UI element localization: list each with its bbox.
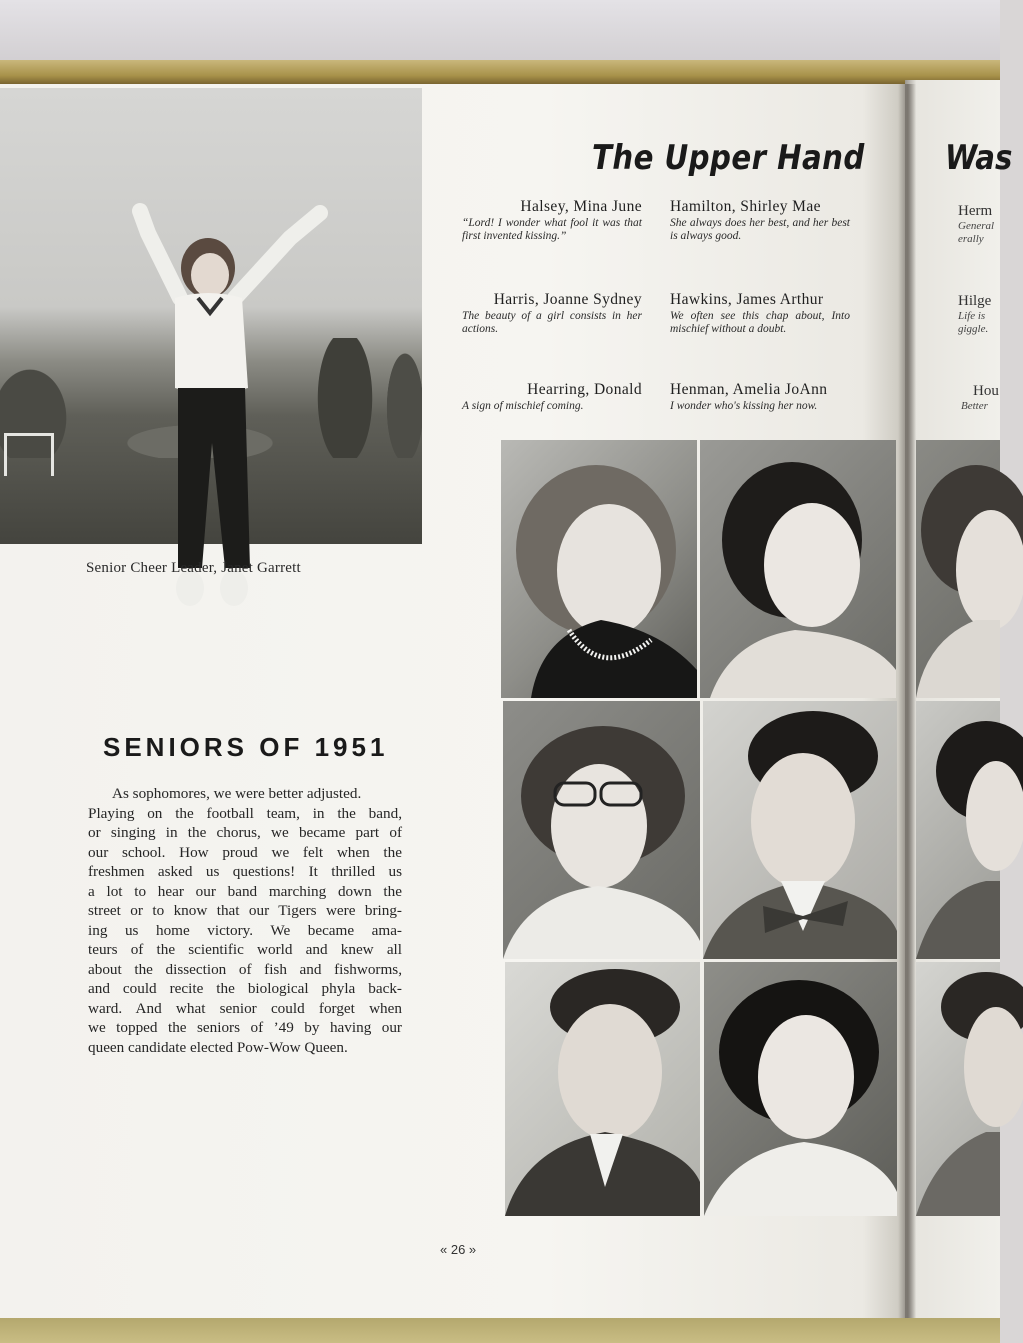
- body-line: about the dissection of fish and fishworms,: [88, 960, 402, 978]
- next-page-quote: General: [958, 220, 995, 232]
- body-line: As sophomores, we were better adjusted.: [112, 785, 362, 802]
- senior-name: Halsey, Mina June: [520, 198, 642, 215]
- senior-entry: [670, 198, 850, 243]
- senior-portrait: [703, 701, 897, 959]
- photo-goalpost: [4, 433, 54, 476]
- page-number: « 26 »: [440, 1242, 477, 1257]
- senior-quote: “Lord! I wonder what fool it was that first invented kissing.”: [462, 217, 642, 242]
- next-page-entry: [961, 383, 1023, 413]
- cheer-leader-photo: [0, 88, 422, 544]
- body-line: and could recite the biological phyla back-: [88, 980, 402, 997]
- book-cover-edge: [0, 60, 1000, 86]
- senior-portrait: [503, 701, 700, 959]
- senior-quote: I wonder who's kissing her now.: [670, 400, 818, 412]
- section-body: [88, 784, 402, 1057]
- senior-name: Harris, Joanne Sydney: [493, 291, 642, 308]
- body-line: Playing on the football team, in the band,: [88, 804, 402, 822]
- body-line: street or to know that our Tigers were bring-: [88, 902, 402, 919]
- next-page-portrait: [916, 440, 1000, 698]
- senior-quote: The beauty of a girl consists in her actions.: [462, 310, 642, 335]
- body-line: queen candidate elected Pow-Wow Queen.: [88, 1038, 348, 1056]
- senior-name: Hearring, Donald: [527, 381, 642, 398]
- page-title: The Upper Hand: [592, 138, 865, 178]
- next-page-name: Hou: [973, 383, 999, 399]
- body-line: a lot to hear our band marching down the: [88, 882, 402, 900]
- senior-name: Hamilton, Shirley Mae: [670, 198, 821, 215]
- senior-entry: [462, 198, 642, 243]
- senior-entry: [462, 291, 642, 336]
- senior-quote: She always does her best, and her best is always good.: [670, 217, 850, 242]
- section-heading: SENIORS OF 1951: [103, 732, 389, 762]
- senior-portrait: [501, 440, 697, 698]
- senior-quote: A sign of mischief coming.: [462, 400, 584, 412]
- next-page-quote: Better: [961, 400, 988, 412]
- body-line: our school. How proud we felt when the: [88, 843, 402, 861]
- body-line: ing us home victory. We became ama-: [88, 921, 402, 939]
- senior-entry: [670, 291, 850, 336]
- page-fold-shadow: [898, 84, 916, 1320]
- body-line: we topped the seniors of ’49 by having our: [88, 1019, 402, 1036]
- body-line: teurs of the scientific world and knew all: [88, 941, 402, 958]
- book-cover-edge-bottom: [0, 1318, 1000, 1343]
- senior-entry: [670, 381, 850, 413]
- next-page-portrait: [916, 962, 1000, 1216]
- next-page-quote: Life is: [958, 310, 986, 322]
- scan-background: [0, 0, 1000, 62]
- body-line: freshmen asked us questions! It thrilled us: [88, 863, 402, 880]
- senior-portrait: [505, 962, 700, 1216]
- photo-caption: Senior Cheer Leader, Janet Garrett: [86, 560, 301, 576]
- body-line: ward. And what senior could forget when: [88, 999, 402, 1017]
- next-page-name: Hilge: [958, 293, 992, 309]
- next-page-entry: [958, 203, 1008, 246]
- senior-quote: We often see this chap about, Into mischief without a doubt.: [670, 310, 850, 335]
- senior-entry: [462, 381, 642, 413]
- body-line: or singing in the chorus, we became part of: [88, 824, 402, 841]
- next-page-title: Was: [945, 138, 1013, 178]
- next-page-quote: giggle.: [958, 323, 989, 335]
- senior-portrait: [704, 962, 897, 1216]
- next-page-portrait: [916, 701, 1000, 959]
- senior-portrait: [700, 440, 896, 698]
- next-page-entry: [958, 293, 1008, 336]
- next-page-quote: erally: [958, 233, 984, 245]
- senior-name: Henman, Amelia JoAnn: [670, 381, 828, 398]
- senior-name: Hawkins, James Arthur: [670, 291, 824, 308]
- next-page-name: Herm: [958, 203, 993, 219]
